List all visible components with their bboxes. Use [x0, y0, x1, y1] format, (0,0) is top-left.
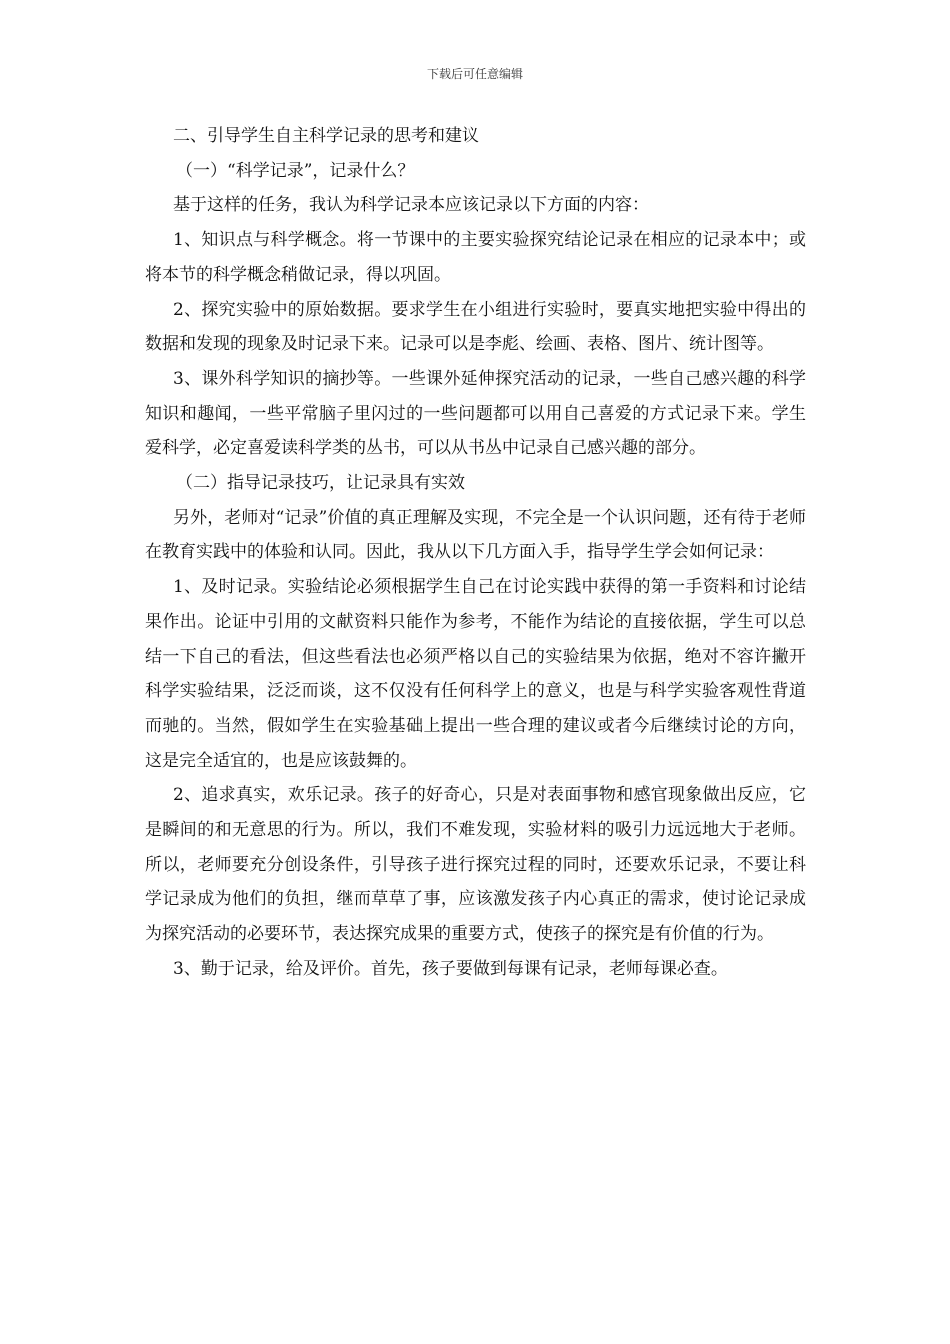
- document-body: [145, 119, 806, 987]
- list-item-paragraph: 3、课外科学知识的摘抄等。一些课外延伸探究活动的记录，一些自己感兴趣的科学知识和趣闻，一些平常脑子里闪过的一些问题都可以用自己喜爱的方式记录下来。学生爱科学，必定喜爱读科学类的丛书，可以从书丛中记录自己感兴趣的部分。: [145, 368, 806, 459]
- subsection-heading: （一）“科学记录”，记录什么？: [176, 160, 415, 181]
- body-paragraph: 另外，老师对“记录”价值的真正理解及实现，不完全是一个认识问题，还有待于老师在教育实践中的体验和认同。因此，我从以下几方面入手，指导学生学会如何记录：: [145, 507, 806, 563]
- list-item-paragraph: 2、探究实验中的原始数据。要求学生在小组进行实验时，要真实地把实验中得出的数据和发现的现象及时记录下来。记录可以是李彪、绘画、表格、图片、统计图等。: [145, 299, 806, 355]
- list-item-paragraph: 1、及时记录。实验结论必须根据学生自己在讨论实践中获得的第一手资料和讨论结果作出。论证中引用的文献资料只能作为参考，不能作为结论的直接依据，学生可以总结一下自己的看法，但这些看法也必须严格以自己的实验结果为依据，绝对不容许撇开科学实验结果，泛泛而谈，这不仅没有任何科学上的意义，也是与科学实验客观性背道而驰的。当然，假如学生在实验基础上提出一些合理的建议或者今后继续讨论的方向，这是完全适宜的，也是应该鼓舞的。: [145, 577, 806, 771]
- page-header: 下载后可任意编辑: [426, 67, 523, 81]
- list-item-paragraph: 3、勤于记录，给及评价。首先，孩子要做到每课有记录，老师每课必查。: [173, 958, 728, 979]
- body-paragraph: 基于这样的任务，我认为科学记录本应该记录以下方面的内容：: [173, 195, 649, 216]
- subsection-heading: （二）指导记录技巧，让记录具有实效: [176, 473, 465, 494]
- list-item-paragraph: 2、追求真实，欢乐记录。孩子的好奇心，只是对表面事物和感官现象做出反应，它是瞬间的和无意思的行为。所以，我们不难发现，实验材料的吸引力远远地大于老师。所以，老师要充分创设条件，引导孩子进行探究过程的同时，还要欢乐记录，不要让科学记录成为他们的负担，继而草草了事，应该激发孩子内心真正的需求，使讨论记录成为探究活动的必要环节，表达探究成果的重要方式，使孩子的探究是有价值的行为。: [145, 785, 806, 945]
- section-heading: 二、引导学生自主科学记录的思考和建议: [173, 126, 479, 146]
- list-item-paragraph: 1、知识点与科学概念。将一节课中的主要实验探究结论记录在相应的记录本中；或将本节的科学概念稍做记录，得以巩固。: [145, 230, 806, 285]
